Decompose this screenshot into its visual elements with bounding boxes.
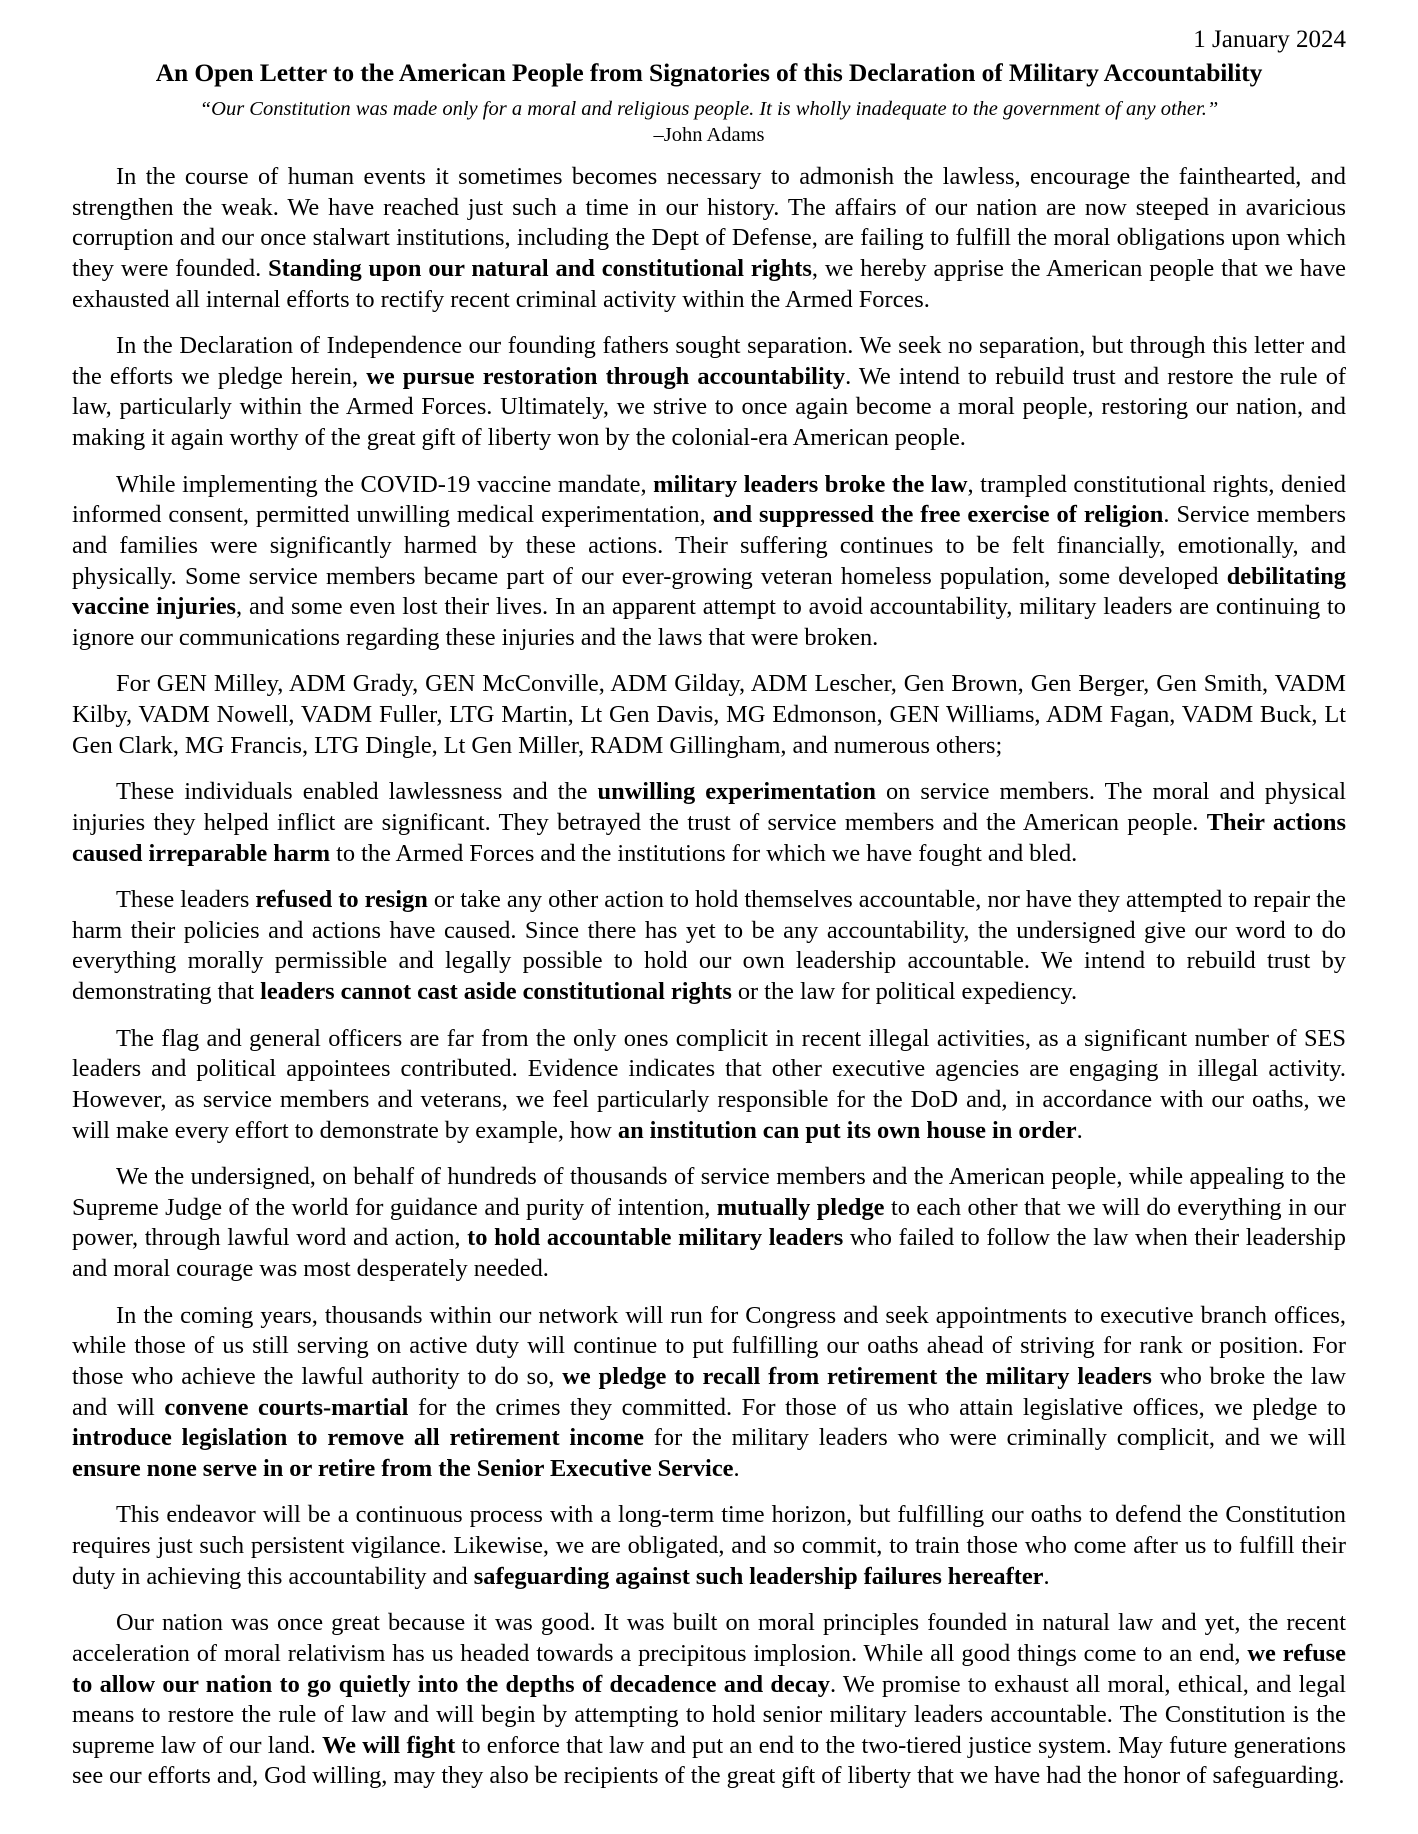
epigraph-quote: “Our Constitution was made only for a moral and religious people. It is wholly inadequate to the government of any other.” [199,97,1219,120]
body-paragraph [72,162,1346,315]
body-text: Our nation was once great because it was good. It was built on moral principles founded in natural law and yet, the recent acceleration of moral relativism has us headed towards a precipitous implosion. While all good things come to an end, [72,1609,1346,1667]
body-text: . [1043,1562,1050,1590]
epigraph-attribution: –John Adams [653,124,765,147]
emphasis-text: we pursue restoration through accountability [366,362,846,390]
body-paragraph [72,885,1346,1008]
emphasis-text: ensure none serve in or retire from the Senior Executive Service [72,1454,734,1482]
body-text: or the law for political expediency. [731,978,1078,1005]
page-title: An Open Letter to the American People from Signatories of this Declaration of Military Accountability [155,57,1263,87]
emphasis-text: we refuse to allow our nation to go quietly into the depths of decadence and decay [72,1639,1346,1698]
body-paragraph [72,777,1346,869]
body-paragraph [72,331,1346,454]
emphasis-text: unwilling experimentation [597,778,876,806]
emphasis-text: debilitating vaccine injuries [72,562,1346,621]
body-paragraph [72,1024,1346,1147]
body-text: , we hereby apprise the American people that we have exhausted all internal efforts to rectify recent criminal activity within the Armed Forces. [72,254,1346,313]
body-text: for the crimes they committed. For those of us who attain legislative offices, we pledge to [408,1393,1347,1421]
body-text: For GEN Milley, ADM Grady, GEN McConville, ADM Gilday, ADM Lescher, Gen Brown, Gen Berger, Gen Smith, VADM Kilby, VADM Nowell, VADM Fuller, LTG Martin, Lt Gen Davis, MG Edmonson, GEN Williams, ADM Fagan, VADM Buck, Lt Gen Clark, MG Francis, LTG Dingle, Lt Gen Miller, RADM Gillingham, and numerous others; [72,670,1346,759]
emphasis-text: introduce legislation to remove all retirement income [72,1424,644,1452]
body-text: The flag and general officers are far from the only ones complicit in recent illegal activities, as a significant number of SES leaders and political appointees contributed. Evidence indicates that other executive agencies are engaging in illegal activity. However, as service members and veterans, we feel particularly responsible for the DoD and, in accordance with our oaths, we will make every effort to demonstrate by example, how [72,1024,1346,1144]
body-text: In the Declaration of Independence our founding fathers sought separation. We seek no separation, but through this letter and the efforts we pledge herein, [72,332,1346,390]
body-paragraph [72,669,1346,761]
body-text: We the undersigned, on behalf of hundreds of thousands of service members and the American people, while appealing to the Supreme Judge of the world for guidance and purity of intention, [72,1163,1346,1221]
emphasis-text: convene courts-martial [164,1393,409,1421]
body-text: on service members. The moral and physical injuries they helped inflict are significant. They betrayed the trust of service members and the American people. [72,778,1347,836]
body-paragraph [72,1608,1346,1792]
emphasis-text: Standing upon our natural and constitutional rights [268,254,812,282]
emphasis-text: to hold accountable military leaders [467,1224,844,1252]
letter-body [72,162,1346,1792]
body-paragraph [72,1500,1346,1592]
emphasis-text: mutually pledge [716,1193,885,1221]
body-text: . [733,1454,740,1482]
body-text: . [1076,1116,1083,1144]
emphasis-text: and suppressed the free exercise of religion [712,501,1164,529]
body-text: These leaders [116,886,256,914]
emphasis-text: we pledge to recall from retirement the military leaders [562,1362,1152,1390]
body-text: This endeavor will be a continuous process with a long-term time horizon, but fulfilling our oaths to defend the Constitution requires just such persistent vigilance. Likewise, we are obligated, and so commit, to train those who come after us to fulfill their duty in achieving this accountability and [72,1501,1346,1590]
body-text: . Service members and families were significantly harmed by these actions. Their suffering continues to be felt financially, emotionally, and physically. Some service members became part of our ever-growing veteran homeless population, some developed [72,501,1346,590]
emphasis-text: We will fight [322,1731,456,1759]
document-date: 1 January 2024 [1193,26,1346,53]
emphasis-text: an institution can put its own house in order [617,1116,1077,1144]
body-text: to each other that we will do everything in our power, through lawful word and action, [72,1193,1346,1252]
body-paragraph [72,470,1346,654]
body-text: who failed to follow the law when their leadership and moral courage was most desperately needed. [72,1224,1346,1282]
emphasis-text: Their actions caused irreparable harm [72,808,1346,867]
emphasis-text: military leaders broke the law [653,470,968,498]
body-text: . We intend to rebuild trust and restore the rule of law, particularly within the Armed Forces. Ultimately, we strive to once again become a moral people, restoring our nation, and making it again worthy of the great gift of liberty won by the colonial-era American people. [72,362,1347,451]
body-text: . We promise to exhaust all moral, ethical, and legal means to restore the rule of law and will begin by attempting to hold senior military leaders accountable. The Constitution is the supreme law of our land. [72,1670,1346,1759]
body-text: In the course of human events it sometimes becomes necessary to admonish the lawless, encourage the fainthearted, and strengthen the weak. We have reached just such a time in our history. The affairs of our nation are now steeped in avaricious corruption and our once stalwart institutions, including the Dept of Defense, are failing to fulfill the moral obligations upon which they were founded. [72,163,1346,282]
body-text: to enforce that law and put an end to the two-tiered justice system. May future generations see our efforts and, God willing, may they also be recipients of the great gift of liberty that we have had the honor of safeguarding. [72,1731,1346,1790]
body-paragraph [72,1301,1346,1485]
body-text: These individuals enabled lawlessness and the [116,778,598,806]
body-text: or take any other action to hold themselves accountable, nor have they attempted to repair the harm their policies and actions have caused. Since there has yet to be any accountability, the undersigned give our word to do everything morally permissible and legally possible to hold our own leadership accountable. We intend to rebuild trust by demonstrating that [72,886,1346,1005]
body-text: who broke the law and will [72,1362,1347,1421]
body-text: for the military leaders who were criminally complicit, and we will [643,1424,1347,1452]
emphasis-text: refused to resign [255,886,428,914]
body-text: In the coming years, thousands within our network will run for Congress and seek appointments to executive branch offices, while those of us still serving on active duty will continue to put fulfilling our oaths ahead of striving for rank or position. For those who achieve the lawful authority to do so, [72,1301,1346,1390]
body-text: , and some even lost their lives. In an apparent attempt to avoid accountability, military leaders are continuing to ignore our communications regarding these injuries and the laws that were broken. [72,593,1346,651]
emphasis-text: leaders cannot cast aside constitutional rights [260,978,732,1005]
body-paragraph [72,1162,1346,1285]
body-text: , trampled constitutional rights, denied informed consent, permitted unwilling medical experimentation, [72,470,1346,529]
emphasis-text: safeguarding against such leadership failures hereafter [473,1562,1044,1590]
body-text: to the Armed Forces and the institutions for which we have fought and bled. [330,839,1078,867]
body-text: While implementing the COVID-19 vaccine mandate, [116,470,654,498]
